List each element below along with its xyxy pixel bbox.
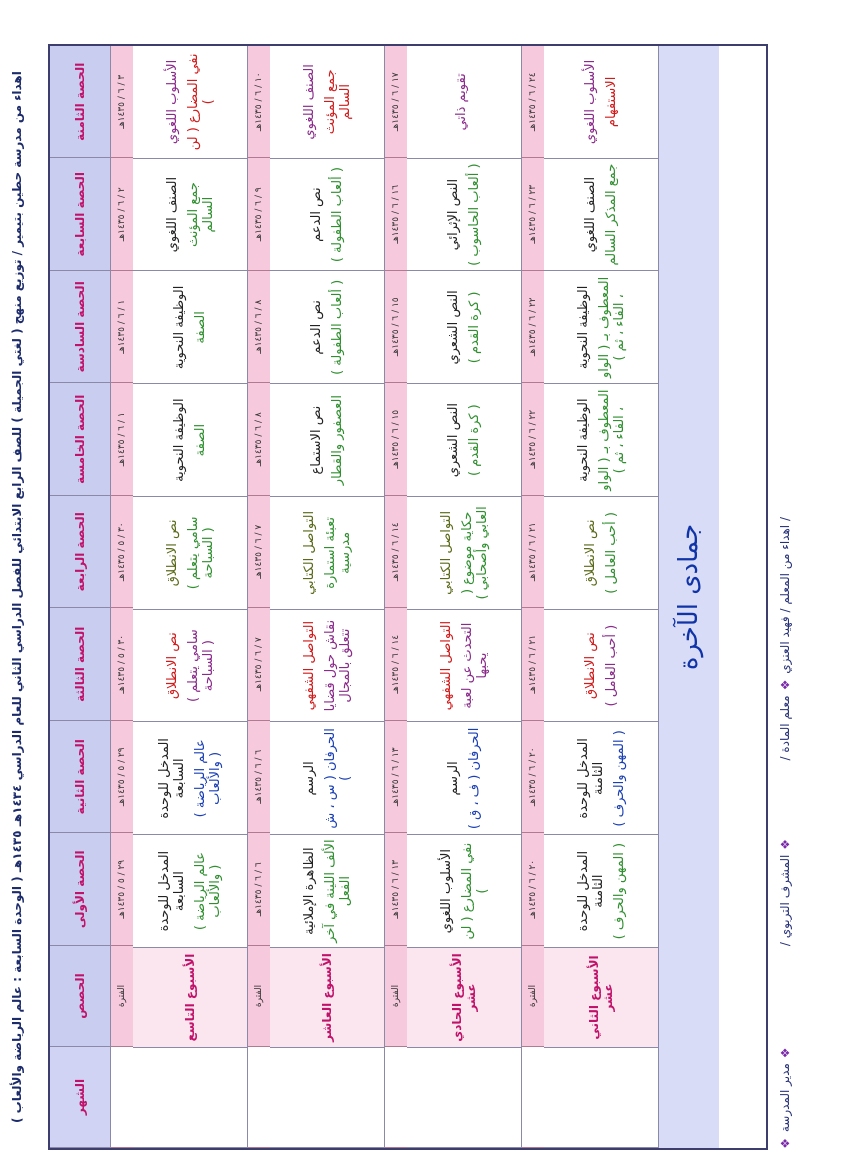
- page-title: اهداء من مدرسة حطين بتيمير / توزيع منهج ( لغتي الجميلة ) للصف الرابع الابتدائي للفصل الدراسي الثاني للعام الدراسي ١٤٣٤هـ ١٤٣٥هـ ( الوحدة السابعة : عالم الرياضة والألعاب ): [10, 71, 24, 1123]
- lesson-detail: نقاش حول قضايا تتعلق بالمجال: [322, 619, 353, 712]
- lesson-cell: [544, 723, 658, 836]
- lesson-topic: الرسم: [301, 761, 317, 796]
- date-cell: ٣ / ٦ / ١٤٣٥هـ: [111, 46, 133, 159]
- lesson-detail: نفي المضارع ( لن ): [185, 53, 216, 151]
- lesson-cell: [133, 46, 247, 159]
- date-cell: ١٥ / ٦ / ١٤٣٥هـ: [385, 271, 407, 384]
- lesson-detail: تعبئة استمارة مدرسية: [322, 516, 353, 589]
- lesson-detail: نفي المضارع ( لن ): [459, 842, 490, 940]
- lesson-detail: الحرفان ( ف ، ق ): [467, 727, 482, 830]
- footer-gift: اهداء من المعلم / فهيد العنزي: [778, 524, 792, 674]
- lesson-detail: جمع المذكر السالم: [604, 163, 619, 266]
- lesson-topic: الأسلوب اللغوي: [438, 848, 454, 934]
- week-name: الأسبوع الثاني عشر: [544, 948, 658, 1048]
- lesson-topic: الوظيفة النحوية: [172, 285, 187, 370]
- footer: [778, 44, 808, 1150]
- header-period-1: الحصة الأولى: [50, 834, 110, 947]
- footer-supervisor: المشرف التربوي /: [778, 854, 792, 947]
- lesson-cell: [270, 272, 384, 385]
- lesson-detail: ( ألعاب الطفولة ): [330, 279, 345, 375]
- date-cell: ١ / ٦ / ١٤٣٥هـ: [111, 271, 133, 384]
- lesson-cell: [270, 46, 384, 159]
- date-cell: ١٧ / ٦ / ١٤٣٥هـ: [385, 46, 407, 159]
- schedule-rotated-wrapper: [48, 44, 768, 1150]
- lesson-detail: التحدث عن لعبة يحبها: [459, 622, 490, 709]
- lesson-row: [407, 46, 521, 1148]
- lesson-topic: الأسلوب اللغوي: [164, 59, 180, 145]
- lesson-detail: جمع المؤنث السالم: [185, 182, 216, 248]
- date-cell: ١٦ / ٦ / ١٤٣٥هـ: [385, 159, 407, 272]
- lesson-cell: [544, 159, 658, 272]
- date-row: [522, 46, 544, 1148]
- date-cell: ١٠ / ٦ / ١٤٣٥هـ: [248, 46, 270, 159]
- schedule-table: [48, 44, 768, 1150]
- date-cell: ٢١ / ٦ / ١٤٣٥هـ: [522, 609, 544, 722]
- lesson-detail: الألف اللينة في آخر الفعل: [322, 839, 353, 943]
- month-cell: [544, 1048, 658, 1148]
- date-row: [248, 46, 270, 1148]
- lesson-cell: [270, 610, 384, 723]
- lesson-cell: [407, 610, 521, 723]
- lesson-topic: نص الانطلاق: [164, 632, 180, 700]
- lesson-detail: ( سامي يتعلم السباحة ): [185, 516, 216, 590]
- lesson-cell: [407, 272, 521, 385]
- header-period-3: الحصة الثالثة: [50, 609, 110, 722]
- header-month: الشهر: [50, 1047, 110, 1148]
- date-cell: ٢٩ / ٥ / ١٤٣٥هـ: [111, 721, 133, 834]
- lesson-detail: المعطوف بـ ( الواو ، الفاء ، ثم ): [596, 276, 627, 379]
- date-cell: ١٥ / ٦ / ١٤٣٥هـ: [385, 384, 407, 497]
- lesson-detail: ( عالم الرياضة والألعاب ): [193, 739, 223, 818]
- lesson-topic: الرسم: [446, 761, 461, 796]
- date-cell: ٢٢ / ٦ / ١٤٣٥هـ: [522, 271, 544, 384]
- lesson-topic: الصنف اللغوي: [164, 176, 180, 253]
- date-cell: ٢٩ / ٥ / ١٤٣٥هـ: [111, 834, 133, 947]
- lesson-cell: [270, 497, 384, 610]
- footer-principal: مدير المدرسة /: [778, 517, 792, 1133]
- star-icon: ❖: [778, 1136, 792, 1150]
- lesson-cell: [133, 159, 247, 272]
- lesson-detail: الحرفان ( س ، ش ): [322, 728, 353, 829]
- lesson-cell: [407, 835, 521, 948]
- month-cell: [270, 1048, 384, 1148]
- lesson-topic: التواصل الشفهي: [301, 620, 317, 711]
- lesson-detail: ( المهن والحرف ): [611, 730, 627, 827]
- lesson-detail: ( أحب العامل ): [604, 624, 619, 707]
- date-cell: ١٤ / ٦ / ١٤٣٥هـ: [385, 609, 407, 722]
- lesson-topic: الأسلوب اللغوي: [583, 59, 598, 145]
- lesson-topic: التواصل الشفهي: [438, 620, 454, 711]
- date-cell: ١ / ٦ / ١٤٣٥هـ: [111, 384, 133, 497]
- lesson-cell: [133, 497, 247, 610]
- lesson-detail: ( أحب العامل ): [604, 512, 619, 594]
- week-name: الأسبوع التاسع: [133, 948, 247, 1048]
- lesson-cell: [133, 384, 247, 497]
- lesson-cell: [270, 159, 384, 272]
- date-cell: ٢٢ / ٦ / ١٤٣٥هـ: [522, 384, 544, 497]
- lesson-detail: ( كرة القدم ): [467, 404, 482, 477]
- month-note: جمادى الآخرة: [674, 523, 704, 671]
- lesson-cell: [407, 159, 521, 272]
- lesson-topic: الصنف اللغوي: [301, 64, 317, 140]
- period-label: الفترة: [248, 946, 270, 1047]
- header-period-2: الحصة الثانية: [50, 721, 110, 834]
- lesson-topic: المدخل للوحدة السابعة: [157, 738, 187, 819]
- date-cell: ٢٤ / ٦ / ١٤٣٥هـ: [522, 46, 544, 159]
- lesson-detail: ( كرة القدم ): [467, 291, 482, 364]
- lesson-cell: [133, 723, 247, 836]
- lesson-topic: الوظيفة النحوية: [172, 398, 187, 482]
- date-cell: ٨ / ٦ / ١٤٣٥هـ: [248, 271, 270, 384]
- date-cell: ٣٠ / ٥ / ١٤٣٥هـ: [111, 609, 133, 722]
- lesson-topic: نص الدعم: [309, 300, 324, 355]
- date-cell: ٢١ / ٦ / ١٤٣٥هـ: [522, 496, 544, 609]
- lesson-topic: تقويم ذاتي: [453, 73, 469, 131]
- lesson-cell: [133, 835, 247, 948]
- week-block: [110, 46, 247, 1148]
- lesson-topic: النص الشعري: [446, 402, 461, 478]
- month-band: [658, 46, 719, 1148]
- lesson-topic: نص الانطلاق: [583, 519, 598, 587]
- header-periods: الحصص: [50, 946, 110, 1047]
- header-period-6: الحصة السادسة: [50, 271, 110, 384]
- date-cell: ٦ / ٦ / ١٤٣٥هـ: [248, 834, 270, 947]
- lesson-topic: الوظيفة النحوية: [575, 398, 591, 482]
- lesson-cell: [544, 497, 658, 610]
- week-block: [521, 46, 658, 1148]
- lesson-cell: [407, 384, 521, 497]
- lesson-cell: [544, 835, 658, 948]
- lesson-cell: [407, 497, 521, 610]
- lesson-topic: التواصل الكتابي: [438, 510, 454, 595]
- header-row: [50, 46, 110, 1148]
- month-cell: [111, 1047, 133, 1148]
- weeks-container: [110, 46, 658, 1148]
- month-cell: [248, 1047, 270, 1148]
- date-row: [111, 46, 133, 1148]
- lesson-cell: [544, 272, 658, 385]
- lesson-detail: جمع المؤنث السالم: [322, 69, 353, 135]
- date-cell: ١٤ / ٦ / ١٤٣٥هـ: [385, 496, 407, 609]
- week-block: [384, 46, 521, 1148]
- lesson-cell: [133, 610, 247, 723]
- lesson-topic: الصنف اللغوي: [583, 176, 598, 253]
- lesson-topic: نص الدعم: [309, 187, 324, 242]
- header-period-4: الحصة الرابعة: [50, 496, 110, 609]
- lesson-detail: المعطوف بـ ( الواو ، الفاء ، ثم ): [596, 389, 627, 491]
- lesson-detail: العصفور والقطار: [330, 395, 345, 486]
- footer-teacher: معلم المادة /: [778, 695, 792, 761]
- date-cell: ٧ / ٦ / ١٤٣٥هـ: [248, 496, 270, 609]
- lesson-cell: [407, 46, 521, 159]
- header-period-7: الحصة السابعة: [50, 159, 110, 272]
- lesson-cell: [270, 723, 384, 836]
- period-label: الفترة: [111, 946, 133, 1047]
- lesson-cell: [270, 835, 384, 948]
- lesson-topic: المدخل للوحدة الثامنة: [575, 738, 606, 819]
- lesson-topic: النص الشعري: [446, 290, 461, 365]
- lesson-topic: نص الانطلاق: [583, 632, 598, 700]
- date-cell: ٣٠ / ٥ / ١٤٣٥هـ: [111, 496, 133, 609]
- month-cell: [385, 1047, 407, 1148]
- lesson-detail: ( سامي يتعلم السباحة ): [185, 629, 216, 703]
- header-period-5: الحصة الخامسة: [50, 384, 110, 497]
- week-block: [247, 46, 384, 1148]
- lesson-row: [270, 46, 384, 1148]
- date-cell: ٩ / ٦ / ١٤٣٥هـ: [248, 159, 270, 272]
- header-period-8: الحصة الثامنة: [50, 46, 110, 159]
- lesson-topic: نص الانطلاق: [164, 519, 180, 587]
- lesson-detail: ( ألعاب الطفولة ): [330, 167, 345, 263]
- lesson-topic: الوظيفة النحوية: [575, 285, 591, 370]
- period-label: الفترة: [522, 946, 544, 1047]
- star-icon: ❖: [778, 836, 792, 851]
- star-icon: ❖: [778, 677, 792, 696]
- lesson-detail: ( عالم الرياضة والألعاب ): [193, 852, 223, 931]
- lesson-cell: [407, 723, 521, 836]
- lesson-detail: ( ألعاب الحاسوب ): [467, 163, 482, 266]
- lesson-cell: [544, 46, 658, 159]
- lesson-detail: ( المهن والحرف ): [611, 842, 627, 940]
- week-name: الأسبوع العاشر: [270, 948, 384, 1048]
- date-cell: ٨ / ٦ / ١٤٣٥هـ: [248, 384, 270, 497]
- lesson-topic: التواصل الكتابي: [301, 510, 317, 595]
- period-label: الفترة: [385, 946, 407, 1047]
- lesson-topic: الظاهرة الإملائية: [301, 847, 317, 935]
- date-cell: ١٣ / ٦ / ١٤٣٥هـ: [385, 834, 407, 947]
- lesson-row: [133, 46, 247, 1148]
- lesson-cell: [133, 272, 247, 385]
- lesson-topic: المدخل للوحدة الثامنة: [575, 850, 606, 932]
- lesson-cell: [270, 384, 384, 497]
- month-cell: [133, 1048, 247, 1148]
- lesson-detail: الصفة: [193, 423, 208, 457]
- lesson-detail: حكاية موضوع ( العابي وأصحابي ): [459, 506, 490, 600]
- lesson-topic: النص الإثرائي: [446, 178, 461, 251]
- month-cell: [522, 1047, 544, 1148]
- week-name: الأسبوع الحادي عشر: [407, 948, 521, 1048]
- lesson-detail: الصفة: [193, 311, 208, 344]
- date-row: [385, 46, 407, 1148]
- lesson-detail: الاستفهام: [604, 76, 619, 128]
- lesson-topic: نص الاستماع: [309, 405, 324, 475]
- date-cell: ٢٣ / ٦ / ١٤٣٥هـ: [522, 159, 544, 272]
- star-icon: ❖: [778, 1045, 792, 1060]
- date-cell: ٢٠ / ٦ / ١٤٣٥هـ: [522, 721, 544, 834]
- lesson-cell: [544, 384, 658, 497]
- date-cell: ٢٠ / ٦ / ١٤٣٥هـ: [522, 834, 544, 947]
- lesson-topic: المدخل للوحدة السابعة: [157, 850, 187, 932]
- page: [10, 44, 840, 1150]
- date-cell: ٢ / ٦ / ١٤٣٥هـ: [111, 159, 133, 272]
- lesson-cell: [544, 610, 658, 723]
- lesson-row: [544, 46, 658, 1148]
- month-cell: [407, 1048, 521, 1148]
- date-cell: ٦ / ٦ / ١٤٣٥هـ: [248, 721, 270, 834]
- date-cell: ٧ / ٦ / ١٤٣٥هـ: [248, 609, 270, 722]
- date-cell: ١٣ / ٦ / ١٤٣٥هـ: [385, 721, 407, 834]
